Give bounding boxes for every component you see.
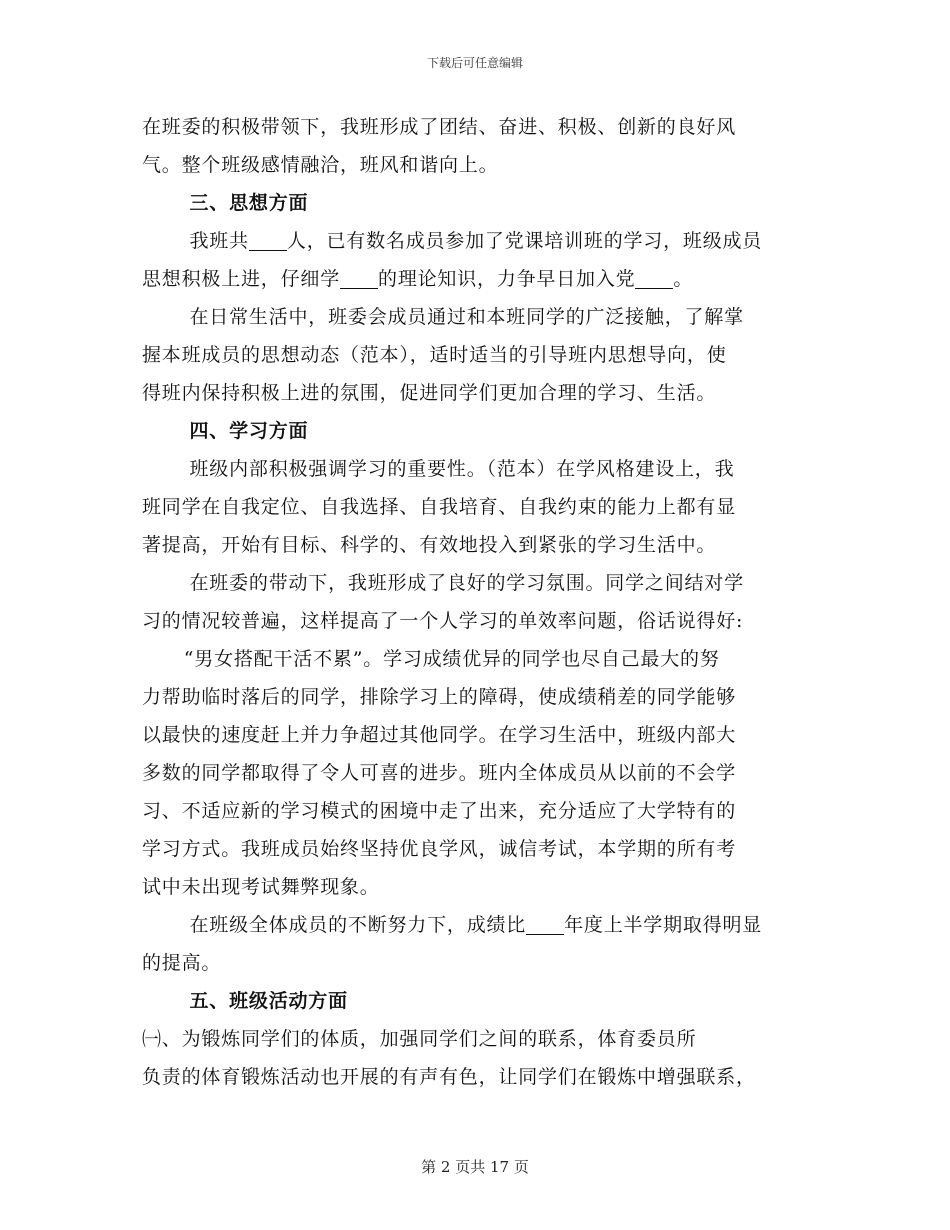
text-line: 著提高，开始有目标、科学的、有效地投入到紧张的学习生活中。 (142, 534, 717, 556)
text-segment: 我班共 (189, 230, 249, 252)
fill-in-blank (635, 270, 673, 289)
text-line: 试中未出现考试舞弊现象。 (142, 876, 380, 898)
text-segment: 的理论知识，力争早日加入党 (378, 268, 636, 290)
text-segment: 人，已有数名成员参加了党课培训班的学习，班级成员 (286, 230, 763, 252)
fill-in-blank (340, 270, 378, 289)
text-line (142, 222, 808, 260)
text-line: 习的情况较普遍，这样提高了一个人学习的单效率问题，俗话说得好: (142, 610, 744, 632)
text-line: 得班内保持积极上进的氛围，促进同学们更加合理的学习、生活。 (142, 382, 717, 404)
text-line (142, 260, 808, 298)
text-line: 气。整个班级感情融洽，班风和谐向上。 (142, 154, 499, 176)
text-line (142, 906, 808, 944)
page-footer: 第 2 页共 17 页 (421, 1158, 529, 1176)
document-body (142, 108, 808, 1096)
text-line: 在班委的积极带领下，我班形成了团结、奋进、积极、创新的良好风 (142, 116, 737, 138)
section-heading: 五、班级活动方面 (189, 990, 348, 1012)
text-line: 力帮助临时落后的同学，排除学习上的障碍，使成绩稍差的同学能够 (142, 686, 737, 708)
text-line: 在班委的带动下，我班形成了良好的学习氛围。同学之间结对学 (189, 572, 744, 594)
section-heading: 三、思想方面 (189, 192, 309, 214)
text-line: 负责的体育锻炼活动也开展的有声有色，让同学们在锻炼中增强联系， (142, 1066, 756, 1088)
text-line: ㈠、为锻炼同学们的体质，加强同学们之间的联系，体育委员所 (142, 1028, 697, 1050)
text-line: “男女搭配干活不累”。学习成绩优异的同学也尽自己最大的努 (183, 648, 720, 670)
text-segment: 思想积极上进，仔细学 (142, 268, 341, 290)
text-segment: 。 (673, 268, 694, 290)
fill-in-blank (249, 232, 287, 251)
text-line: 班同学在自我定位、自我选择、自我培育、自我约束的能力上都有显 (142, 496, 737, 518)
text-line: 握本班成员的思想动态（范本），适时适当的引导班内思想导向，使 (142, 344, 727, 366)
text-line: 习、不适应新的学习模式的困境中走了出来，充分适应了大学特有的 (142, 800, 737, 822)
text-line: 多数的同学都取得了令人可喜的进步。班内全体成员从以前的不会学 (142, 762, 737, 784)
page-header: 下载后可任意编辑 (426, 56, 523, 70)
text-line: 班级内部积极强调学习的重要性。（范本）在学风格建设上，我 (189, 458, 735, 480)
text-segment: 在班级全体成员的不断努力下，成绩比 (189, 914, 527, 936)
text-line: 的提高。 (142, 952, 222, 974)
text-line: 以最快的速度赶上并力争超过其他同学。在学习生活中，班级内部大 (142, 724, 737, 746)
section-heading: 四、学习方面 (189, 420, 309, 442)
fill-in-blank (526, 916, 564, 935)
text-line: 学习方式。我班成员始终坚持优良学风，诚信考试，本学期的所有考 (142, 838, 737, 860)
text-segment: 年度上半学期取得明显 (564, 914, 763, 936)
text-line: 在日常生活中，班委会成员通过和本班同学的广泛接触，了解掌 (189, 306, 744, 328)
